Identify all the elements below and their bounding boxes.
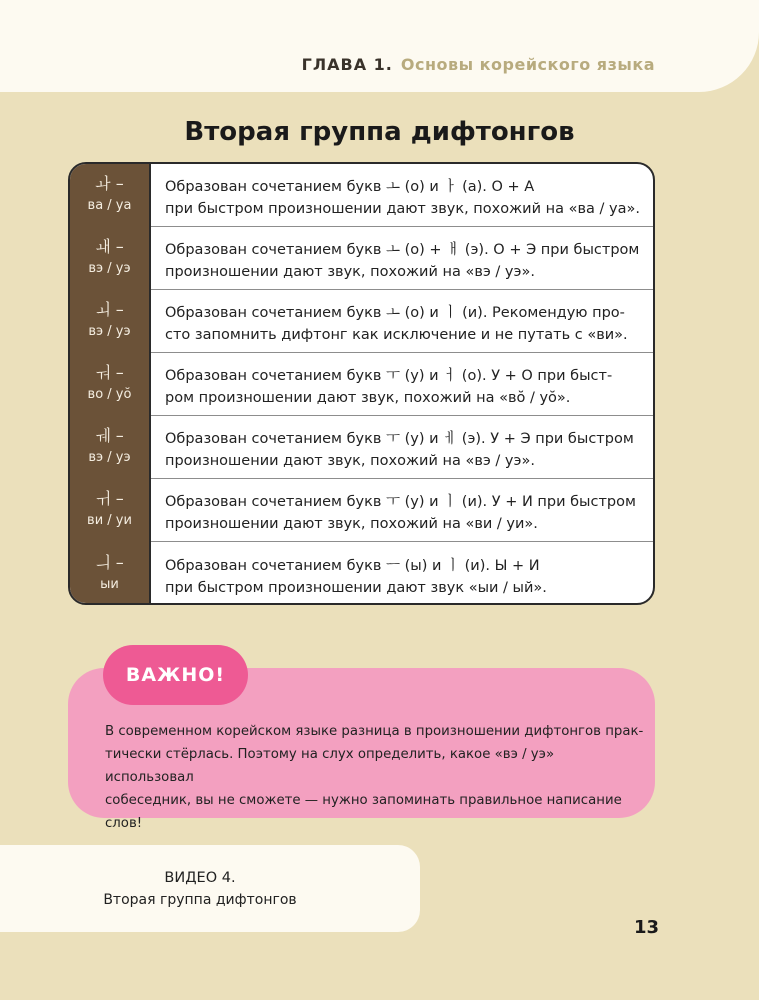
diphthong-glyph: ㅙ – (95, 237, 124, 257)
table-row (70, 416, 653, 479)
description-line: Образован сочетанием букв ㅜ (у) и ㅣ (и). У + И при быстром (165, 494, 636, 510)
page-number: 13 (634, 917, 660, 938)
description-line: ром произношении дают звук, похожий на «вŏ / уŏ». (165, 390, 571, 406)
note-line: собеседник, вы не сможете — нужно запоминать правильное написание слов! (105, 793, 622, 831)
video-title: Вторая группа дифтонгов (103, 892, 297, 908)
description-line: произношении дают звук, похожий на «вэ / уэ». (165, 264, 535, 280)
table-row (70, 290, 653, 353)
diphthong-glyph: ㅘ – (95, 174, 124, 194)
important-note-text (105, 720, 645, 835)
note-line: В современном корейском языке разница в произношении дифтонгов прак- (105, 724, 644, 739)
diphthong-glyph: ㅢ – (95, 553, 124, 572)
chapter-number: ГЛАВА 1. (301, 55, 393, 74)
description-line: Образован сочетанием букв ㅗ (о) и ㅣ (и). Рекомендую про- (165, 305, 625, 321)
table-row (70, 227, 653, 290)
description-line: сто запомнить дифтонг как исключение и не путать с «ви». (165, 327, 628, 343)
description-line: произношении дают звук, похожий на «ви / уи». (165, 516, 538, 532)
chapter-heading (302, 55, 655, 74)
description-cell (151, 416, 653, 478)
video-box (0, 845, 420, 932)
description-cell (151, 479, 653, 541)
diphthong-cell (70, 227, 151, 291)
description-line: Образован сочетанием букв ㅜ (у) и ㅓ (о). У + О при быст- (165, 368, 613, 384)
table-row (70, 353, 653, 416)
diphthong-reading: вэ / уэ (88, 324, 131, 340)
diphthong-reading: во / уŏ (87, 387, 132, 403)
chapter-name: Основы корейского языка (400, 55, 655, 74)
diphthong-cell (70, 416, 151, 480)
description-line: при быстром произношении дают звук, похожий на «ва / уа». (165, 201, 640, 217)
diphthong-glyph: ㅟ – (95, 489, 124, 509)
diphthong-reading: ви / уи (87, 513, 132, 529)
diphthong-cell (70, 290, 151, 354)
diphthong-reading: вэ / уэ (88, 450, 131, 466)
description-line: произношении дают звук, похожий на «вэ / уэ». (165, 453, 535, 469)
table-row (70, 542, 653, 605)
diphthong-reading: ва / уа (87, 198, 132, 214)
description-cell (151, 542, 653, 605)
diphthong-reading: вэ / уэ (88, 261, 131, 277)
diphthong-cell (70, 164, 151, 228)
important-badge: ВАЖНО! (103, 645, 248, 705)
diphthong-cell (70, 542, 151, 605)
description-cell (151, 164, 653, 226)
description-line: Образован сочетанием букв ㅡ (ы) и ㅣ (и). Ы + И (165, 558, 540, 574)
description-cell (151, 353, 653, 415)
description-line: Образован сочетанием букв ㅗ (о) и ㅏ (а). О + А (165, 179, 535, 195)
diphthong-cell (70, 353, 151, 417)
note-line: тически стёрлась. Поэтому на слух определить, какое «вэ / уэ» использовал (105, 747, 555, 785)
description-cell (151, 227, 653, 289)
description-line: Образован сочетанием букв ㅜ (у) и ㅔ (э). У + Э при быстром (165, 431, 634, 447)
diphthong-cell (70, 479, 151, 543)
table-row (70, 164, 653, 227)
diphthong-reading: ыи (100, 577, 119, 592)
description-cell (151, 290, 653, 352)
diphthong-table (68, 162, 655, 605)
table-row (70, 479, 653, 542)
header-band (0, 0, 759, 92)
page-title: Вторая группа дифтонгов (184, 117, 575, 147)
diphthong-glyph: ㅚ – (95, 300, 124, 320)
video-label: ВИДЕО 4. (164, 870, 236, 886)
diphthong-glyph: ㅞ – (95, 426, 124, 446)
description-line: Образован сочетанием букв ㅗ (о) + ㅐ (э). О + Э при быстром (165, 242, 640, 258)
description-line: при быстром произношении дают звук «ыи / ый». (165, 580, 547, 596)
diphthong-glyph: ㅝ – (95, 363, 124, 383)
